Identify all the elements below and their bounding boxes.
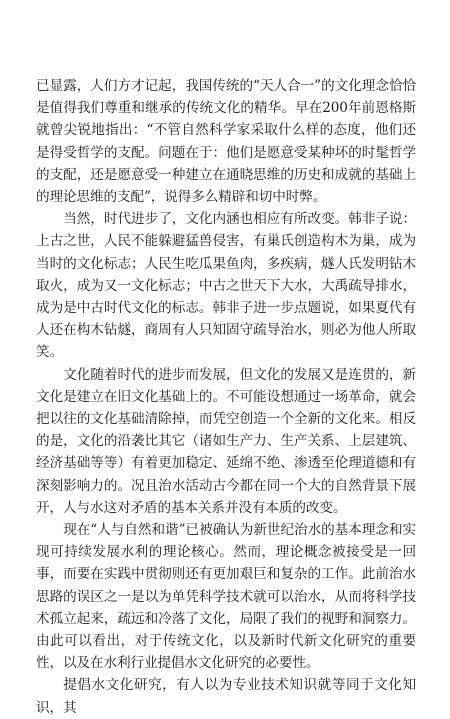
body-text bbox=[36, 75, 416, 719]
paragraph-5: 提倡水文化研究，有人以为专业技术知识就等同于文化知识，其 bbox=[36, 677, 416, 716]
paragraph-4: 现在“人与自然和谐”已被确认为新世纪治水的基本理念和实现可持续发展水利的理论核心。然而，理论概念被接受是一回事，而要在实践中贯彻则还有更加艰巨和复杂的工作。此前治水思路的误区之一是以为单凭科学技术就可以治水，从而将科学技术孤立起来，疏远和冷落了文化，局限了我们的视野和洞察力。由此可以看出，对于传统文化，以及新时代新文化研究的重要性，以及在水利行业提倡水文化研究的必要性。 bbox=[36, 522, 416, 672]
paragraph-3: 文化随着时代的进步而发展，但文化的发展又是连贯的，新文化是建立在旧文化基础上的。不可能设想通过一场革命，就会把以往的文化基础清除掉，而凭空创造一个全新的文化来。相反的是，文化的沿袭比其它（诸如生产力、生产关系、上层建筑、经济基础等等）有着更加稳定、延绵不绝、渗透至伦理道德和有深刻影响力的。况且治水活动古今都在同一个大的自然背景下展开，人与水这对矛盾的基本关系并没有本质的改变。 bbox=[36, 366, 416, 516]
paragraph-2: 当然，时代进步了，文化内涵也相应有所改变。韩非子说：上古之世，人民不能躲避猛兽侵害，有巢氏创造构木为巢，成为当时的文化标志；人民生吃瓜果鱼肉，多疾病，燧人氏发明钻木取火，成为又一文化标志；中古之世天下大水，大禹疏导排水，成为是中古时代文化的标志。韩非子进一步点题说，如果夏代有人还在构木钻燧，商周有人只知固守疏导治水，则必为他人所取笑。 bbox=[36, 211, 416, 361]
paragraph-1: 已显露，人们方才记起，我国传统的“天人合一”的文化理念恰恰是值得我们尊重和继承的传统文化的精华。早在200年前恩格斯就曾尖锐地指出：“不管自然科学家采取什么样的态度，他们还是得受哲学的支配。问题在于：他们是愿意受某种坏的时髦哲学的支配，还是愿意受一种建立在通晓思维的历史和成就的基础上的理论思维的支配”，说得多么精辟和切中时弊。 bbox=[36, 78, 416, 206]
